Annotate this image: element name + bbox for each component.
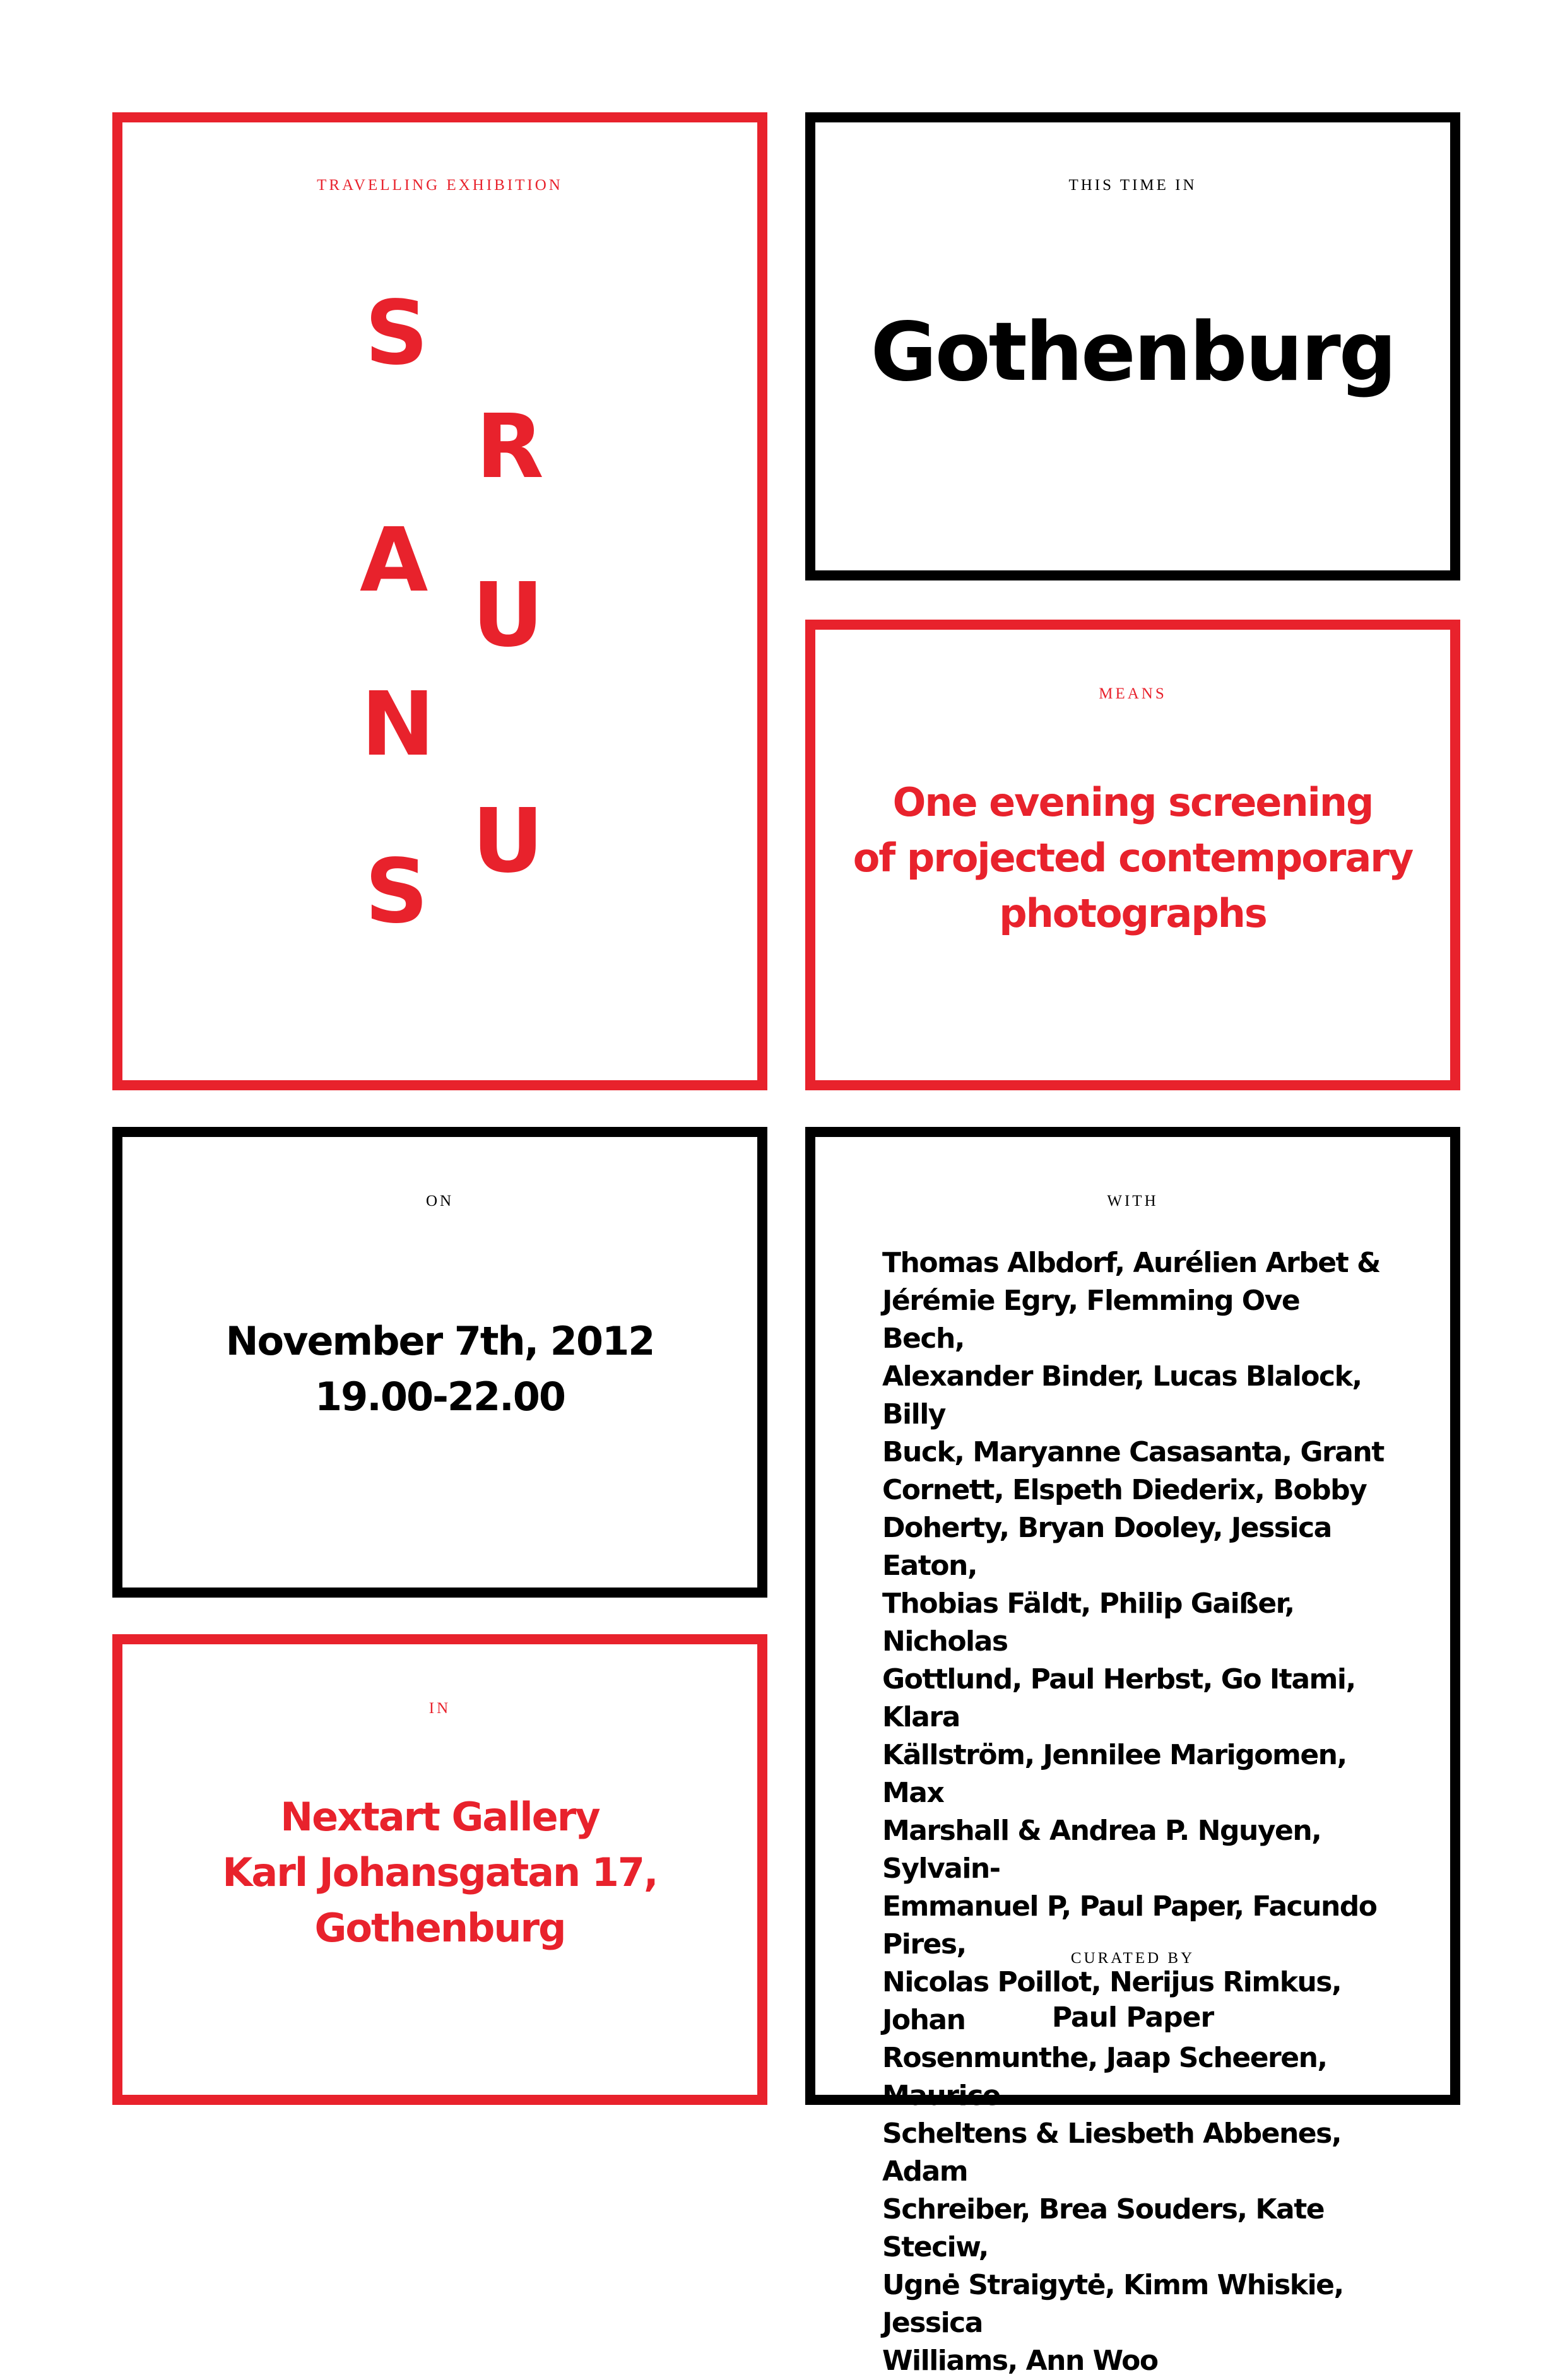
means-panel xyxy=(805,620,1460,1090)
event-date: November 7th, 2012 xyxy=(225,1318,654,1364)
curated-by-label: CURATED BY xyxy=(1070,1950,1195,1967)
description-line: One evening screening xyxy=(892,779,1373,825)
with-label: WITH xyxy=(1107,1193,1159,1210)
title-letter-u1: U xyxy=(472,564,544,667)
artist-line: Doherty, Bryan Dooley, Jessica Eaton, xyxy=(882,1512,1332,1582)
venue-city: Gothenburg xyxy=(314,1905,565,1951)
title-letter-u2: U xyxy=(472,790,544,893)
artist-line: Gottlund, Paul Herbst, Go Itami, Klara xyxy=(882,1663,1355,1733)
on-label: ON xyxy=(425,1193,454,1210)
venue-name: Nextart Gallery xyxy=(280,1794,599,1840)
description-line: photographs xyxy=(999,890,1267,936)
artist-line: Ugnė Straigytė, Kimm Whiskie, Jessica xyxy=(882,2269,1344,2339)
title-panel xyxy=(112,112,767,1090)
venue-panel xyxy=(112,1634,767,2105)
artist-line: Cornett, Elspeth Diederix, Bobby xyxy=(882,1474,1367,1506)
artist-line: Williams, Ann Woo xyxy=(882,2345,1158,2377)
date-time xyxy=(122,1314,757,1425)
artist-line: Scheltens & Liesbeth Abbenes, Adam xyxy=(882,2118,1342,2188)
title-letter-n: N xyxy=(361,673,435,776)
travelling-exhibition-label: TRAVELLING EXHIBITION xyxy=(317,177,563,194)
artist-line: Emmanuel P, Paul Paper, Facundo Pires, xyxy=(882,1890,1377,1960)
in-label: IN xyxy=(428,1700,451,1717)
description xyxy=(815,775,1450,941)
means-label: MEANS xyxy=(1099,685,1167,702)
title-letter-s1: S xyxy=(365,282,428,385)
artist-line: Jérémie Egry, Flemming Ove Bech, xyxy=(882,1285,1300,1355)
artist-line: Källström, Jennilee Marigomen, Max xyxy=(882,1739,1347,1809)
artist-line: Buck, Maryanne Casasanta, Grant xyxy=(882,1436,1384,1468)
city-name: Gothenburg xyxy=(870,305,1395,399)
title-letter-a: A xyxy=(360,509,428,612)
artist-line: Alexander Binder, Lucas Blalock, Billy xyxy=(882,1360,1362,1430)
description-line: of projected contemporary xyxy=(853,835,1413,881)
artist-list xyxy=(882,1244,1387,2380)
venue-street: Karl Johansgatan 17, xyxy=(222,1849,658,1895)
artists-panel xyxy=(805,1127,1460,2377)
title-letter-r: R xyxy=(476,396,544,498)
date-panel xyxy=(112,1127,767,1598)
curator-name: Paul Paper xyxy=(1051,2001,1214,2034)
artist-line: Marshall & Andrea P. Nguyen, Sylvain- xyxy=(882,1815,1321,1885)
title-letter-s2: S xyxy=(365,840,428,943)
artist-line: Rosenmunthe, Jaap Scheeren, Maurice xyxy=(882,2042,1327,2112)
artist-line: Nicolas Poillot, Nerijus Rimkus, Johan xyxy=(882,1966,1342,2036)
event-time: 19.00-22.00 xyxy=(315,1374,565,1420)
this-time-in-label: THIS TIME IN xyxy=(1068,177,1197,194)
venue-address xyxy=(122,1789,757,1956)
artist-line: Schreiber, Brea Souders, Kate Steciw, xyxy=(882,2193,1325,2263)
artist-line: Thomas Albdorf, Aurélien Arbet & xyxy=(882,1247,1380,1279)
location-panel xyxy=(805,112,1460,580)
artist-line: Thobias Fäldt, Philip Gaißer, Nicholas xyxy=(882,1588,1294,1658)
